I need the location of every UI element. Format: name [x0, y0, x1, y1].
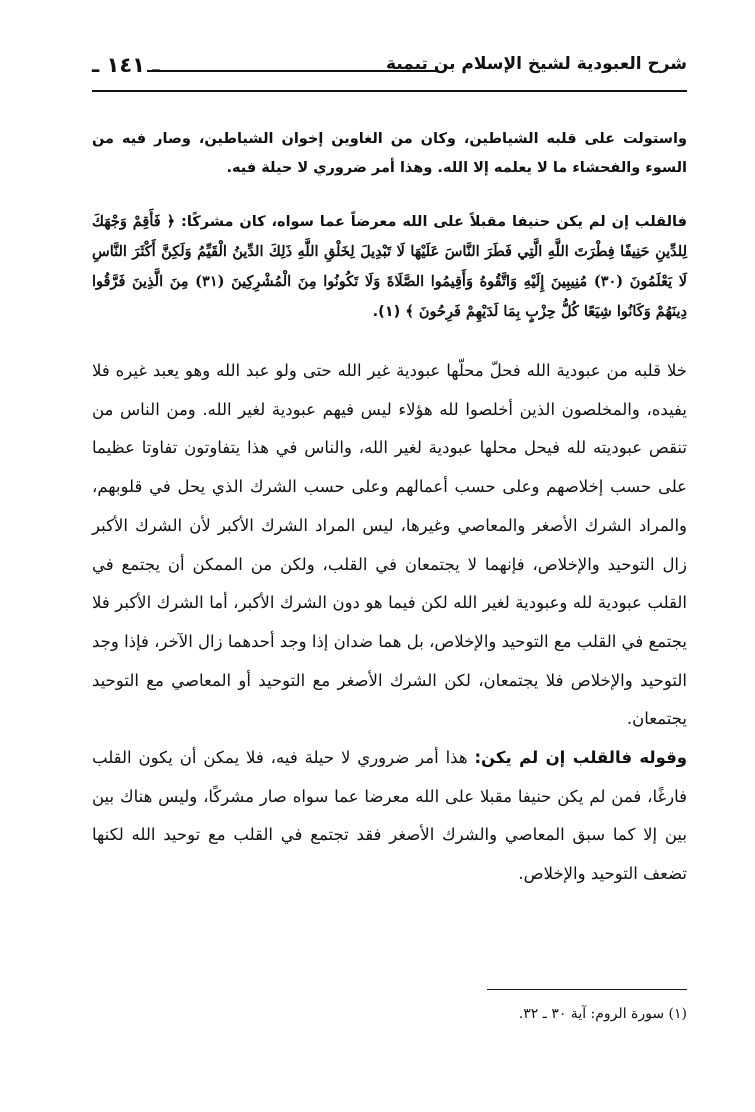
commentary-paragraph-2: [92, 739, 687, 894]
commentary-paragraph-1: خلا قلبه من عبودية الله فحلّ محلّها عبودية غير الله حتى ولو عبد الله وهو يعبد غيره فلا يفيده، والمخلصون الذين أخلصوا لله هؤلاء ليس فيهم عبودية لغير الله. ومن الناس من تنقص عبوديته لله فيحل محلها عبودية لغير الله، والناس في هذا يتفاوتون تفاوتا عظيما على حسب إخلاصهم وعلى حسب أعمالهم وعلى حسب الشرك الذي يحل في قلوبهم، والمراد الشرك الأصغر والمعاصي وغيرها، ليس المراد الشرك الأكبر لأن الشرك الأكبر زال التوحيد والإخلاص، فإنهما لا يجتمعان في القلب، ولكن من الممكن أن يجتمع في القلب عبودية لله وعبودية لغير الله لكن فيما هو دون الشرك الأكبر، أما الشرك الأكبر فلا يجتمع في القلب مع التوحيد والإخلاص، بل هما ضدان إذا وجد أحدهما زال الآخر، فإذا وجد التوحيد والإخلاص فلا يجتمعان، لكن الشرك الأصغر مع التوحيد أو المعاصي مع التوحيد يجتمعان.: [92, 361, 687, 729]
quran-paragraph-lead: فالقلب إن لم يكن حنيفا مقبلاً على الله معرضاً عما سواه، كان مشركًا:: [181, 214, 687, 230]
footnote: (١) سورة الروم: آية ٣٠ ـ ٣٢.: [518, 1006, 687, 1022]
running-header: [92, 52, 687, 96]
footnote-reference: (١).: [372, 304, 401, 320]
commentary-text: [92, 352, 687, 894]
footnote-separator: [487, 989, 687, 990]
quran-paragraph: [92, 207, 687, 327]
commentary-body: هذا أمر ضروري لا حيلة فيه، فلا يمكن أن يكون القلب فارغًا، فمن لم يكن حنيفا مقبلا على الله معرضا عما سواه صار مشركًا، وليس هناك بين بين إلا كما سبق المعاصي والشرك الأصغر فقد تجتمع في القلب مع توحيد الله لكنها تضعف التوحيد والإخلاص.: [92, 748, 687, 884]
quran-verse: ﴿ فَأَقِمْ وَجْهَكَ لِلدِّينِ حَنِيفًا فِطْرَتَ اللَّهِ الَّتِي فَطَرَ النَّاسَ عَلَيْهَا لَا تَبْدِيلَ لِخَلْقِ اللَّهِ ذَلِكَ الدِّينُ الْقَيِّمُ وَلَكِنَّ أَكْثَرَ النَّاسِ لَا يَعْلَمُونَ (٣٠) مُنِيبِينَ إِلَيْهِ وَاتَّقُوهُ وَأَقِيمُوا الصَّلَاةَ وَلَا تَكُونُوا مِنَ الْمُشْرِكِينَ (٣١) مِنَ الَّذِينَ فَرَّقُوا دِينَهُمْ وَكَانُوا شِيَعًا كُلُّ حِزْبٍ بِمَا لَدَيْهِمْ فَرِحُونَ ﴾: [92, 213, 687, 320]
page-number: ـ ١٤١ ـ: [92, 53, 160, 77]
intro-paragraph: واستولت على قلبه الشياطين، وكان من الغاوين إخوان الشياطين، وصار فيه من السوء والفحشاء ما لا يعلمه إلا الله. وهذا أمر ضروري لا حيلة فيه.: [92, 131, 687, 176]
header-underline: [92, 90, 687, 92]
header-rule: [147, 70, 439, 72]
book-title: شرح العبودية لشيخ الإسلام بن تيمية: [385, 54, 687, 74]
commentary-lead: وقوله فالقلب إن لم يكن:: [474, 748, 688, 768]
